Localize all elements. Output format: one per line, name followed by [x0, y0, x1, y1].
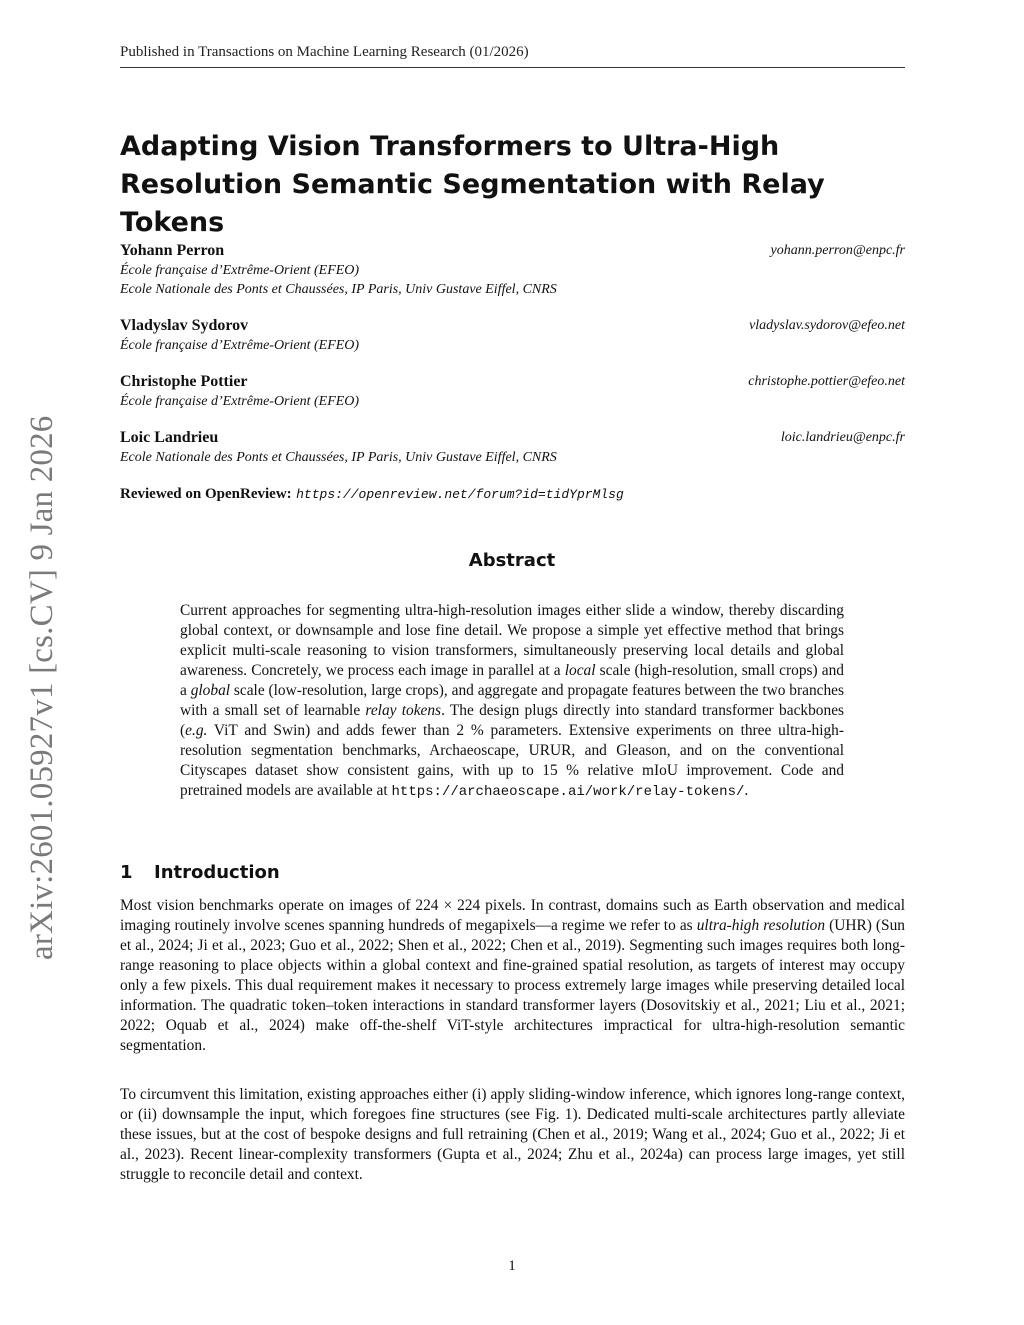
author-name: Yohann Perron — [120, 242, 225, 259]
author-affiliation: École française d’Extrême-Orient (EFEO) — [120, 338, 360, 353]
abstract-text — [180, 601, 844, 802]
author-email[interactable]: loic.landrieu@enpc.fr — [780, 430, 905, 445]
author-block — [120, 241, 905, 484]
paper-title: Adapting Vision Transformers to Ultra-High Resolution Semantic Segmentation with Relay Tokens — [120, 131, 825, 238]
abstract-heading: Abstract — [468, 550, 556, 571]
author-name: Loic Landrieu — [120, 429, 219, 446]
abstract-text-run: scale (low-resolution, large crops), and aggregate and propagate features between the two branches with a small set of learnable — [180, 682, 844, 719]
author-name: Christophe Pottier — [120, 373, 248, 390]
review-line — [120, 486, 624, 503]
author-name: Vladyslav Sydorov — [120, 317, 249, 334]
section-title: Introduction — [154, 862, 280, 883]
author-entry — [120, 428, 905, 467]
paragraph-text-run: (UHR) (Sun et al., 2024; Ji et al., 2023; Guo et al., 2022; Shen et al., 2022; Chen et al., 2019). Segmenting such images requires both long-range reasoning to place objects within a global context and fine-grained spatial resolution, as targets of interest may occupy only a few pixels. This dual requirement makes it necessary to process extremely large images while preserving detailed local information. The quadratic token–token interactions in standard transformer layers (Dosovitskiy et al., 2021; Liu et al., 2021; 2022; Oquab et al., 2024) make off-the-shelf ViT-style architectures impractical for ultra-high-resolution semantic segmentation. — [120, 917, 905, 1054]
author-affiliation: Ecole Nationale des Ponts et Chaussées, IP Paris, Univ Gustave Eiffel, CNRS — [120, 282, 557, 297]
arxiv-stamp: arXiv:2601.05927v1 [cs.CV] 9 Jan 2026 — [24, 415, 60, 960]
abstract-emph-eg: e.g. — [185, 722, 208, 739]
abstract-text-run: Current approaches for segmenting ultra-high-resolution images either slide a window, thereby discarding global context, or downsample and lose fine detail. We propose a simple yet effective method that brings explicit multi-scale reasoning to vision transformers, simultaneously preserving local details and global awareness. Concretely, we process each image in parallel at a — [180, 602, 844, 679]
openreview-link[interactable]: https://openreview.net/forum?id=tidYprMlsg — [296, 487, 624, 502]
abstract-text-run: . — [744, 782, 749, 799]
abstract-text-run: scale (high-resolution, small crops) and a — [180, 662, 844, 699]
abstract-emph-global: global — [190, 682, 231, 699]
author-entry — [120, 241, 905, 299]
code-url-link[interactable]: https://archaeoscape.ai/work/relay-tokens/ — [391, 784, 745, 800]
intro-paragraph-2: To circumvent this limitation, existing approaches either (i) apply sliding-window inference, which ignores long-range context, or (ii) downsample the input, which foregoes fine structures (see Fig. 1). Dedicated multi-scale architectures partly alleviate these issues, but at the cost of bespoke designs and full retraining (Chen et al., 2019; Wang et al., 2024; Guo et al., 2022; Ji et al., 2023). Recent linear-complexity transformers (Gupta et al., 2024; Zhu et al., 2024a) can process large images, yet still struggle to reconcile detail and context. — [120, 1086, 905, 1183]
author-email[interactable]: yohann.perron@enpc.fr — [770, 243, 905, 258]
section-number: 1 — [120, 862, 133, 883]
abstract-text-run: ViT and Swin) and adds fewer than 2 % parameters. Extensive experiments on three ultra-high-resolution segmentation benchmarks, Archaeoscape, URUR, and Gleason, and on the conventional Cityscapes dataset show consistent gains, with up to 15 % relative mIoU improvement. Code and pretrained models are available at — [180, 722, 844, 799]
author-email[interactable]: vladyslav.sydorov@efeo.net — [749, 318, 905, 333]
abstract-emph-local: local — [564, 662, 596, 679]
abstract-text-run: . The design plugs directly into standard transformer backbones ( — [180, 702, 845, 739]
author-email[interactable]: christophe.pottier@efeo.net — [748, 374, 905, 389]
intro-paragraph-1 — [120, 896, 905, 1056]
running-head: Published in Transactions on Machine Learning Research (01/2026) — [120, 44, 905, 68]
author-affiliation: Ecole Nationale des Ponts et Chaussées, IP Paris, Univ Gustave Eiffel, CNRS — [120, 450, 557, 465]
author-entry — [120, 316, 905, 355]
author-entry — [120, 372, 905, 411]
review-label: Reviewed on OpenReview: — [120, 486, 292, 502]
emph-uhr: ultra-high resolution — [696, 917, 826, 934]
abstract-emph-relay-tokens: relay tokens — [365, 702, 442, 719]
section-heading-introduction — [120, 862, 280, 883]
paragraph-text-run: Most vision benchmarks operate on images of 224 × 224 pixels. In contrast, domains such as Earth observation and medical imaging routinely involve scenes spanning hundreds of megapixels—a regime we refer to as — [120, 897, 905, 934]
author-affiliation: École française d’Extrême-Orient (EFEO) — [120, 263, 360, 278]
page-number: 1 — [508, 1258, 516, 1274]
author-affiliation: École française d’Extrême-Orient (EFEO) — [120, 394, 360, 409]
